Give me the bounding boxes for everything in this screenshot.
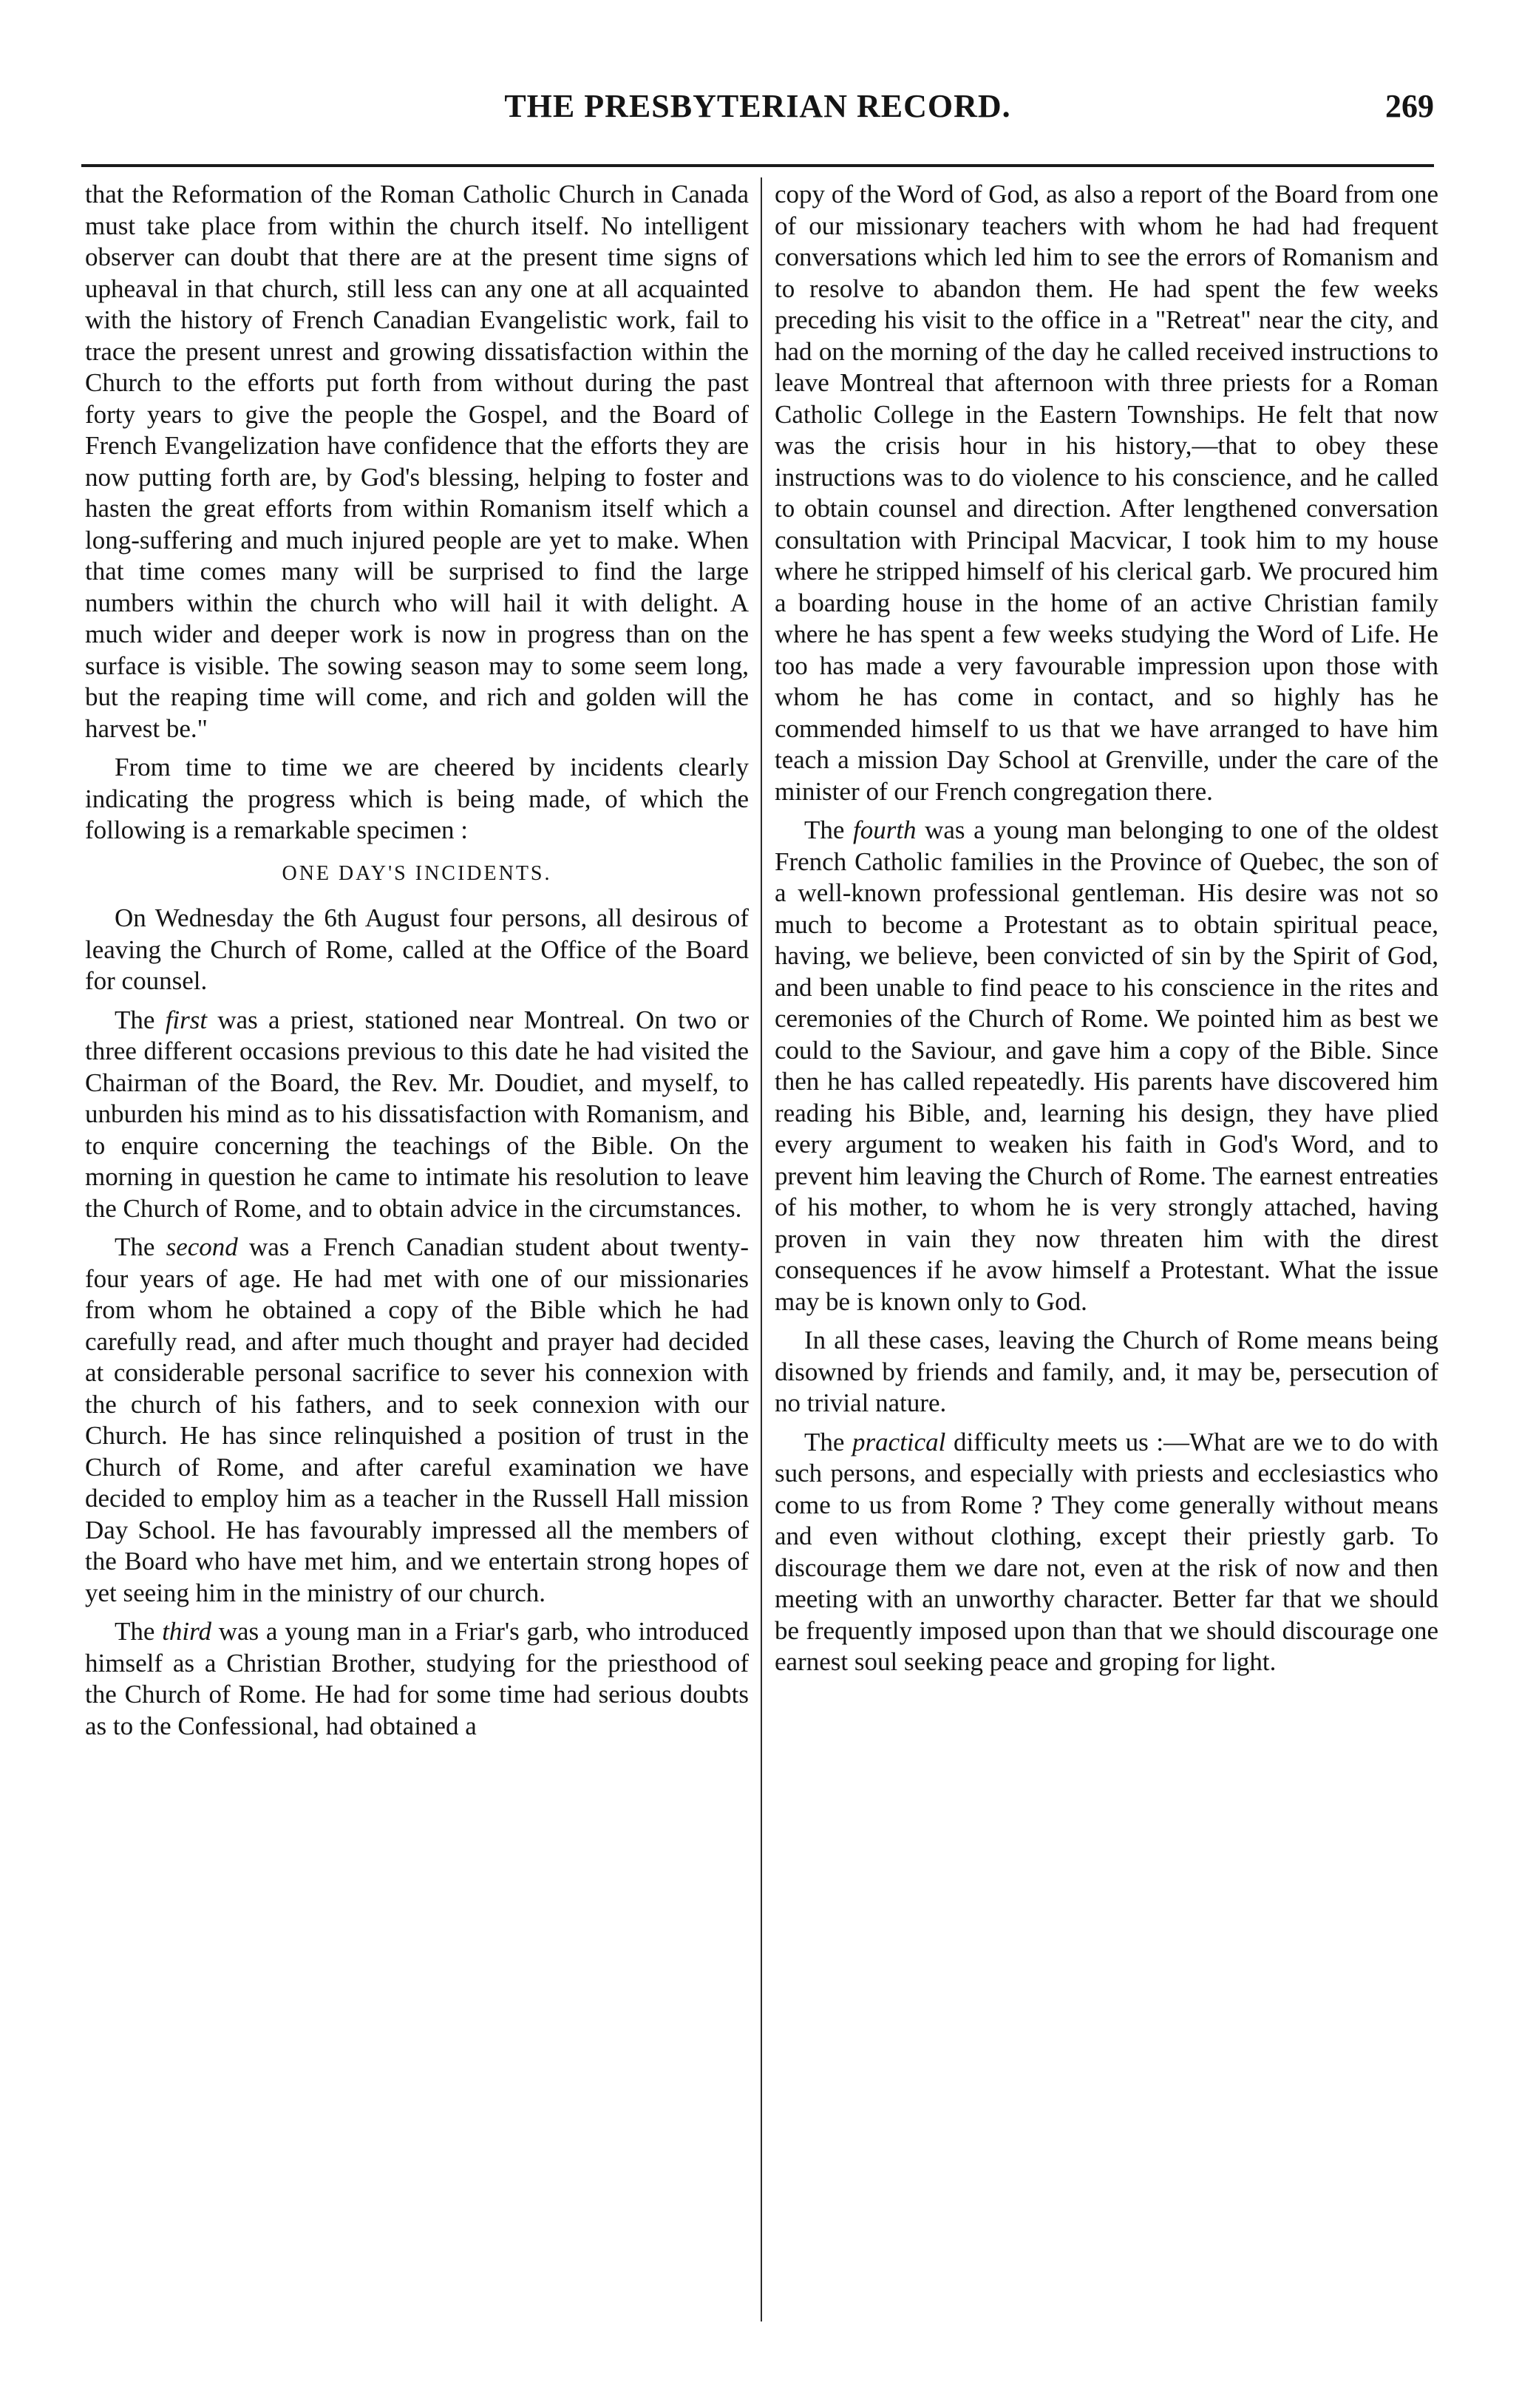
paragraph: On Wednesday the 6th August four persons, all desirous of leaving the Church of Rome, called at the Office of the Board for counsel. <box>85 903 749 995</box>
running-header <box>81 87 1434 146</box>
paragraph <box>775 815 1438 1317</box>
text-run: The <box>804 1427 853 1456</box>
left-column <box>85 179 749 2316</box>
text-run: The <box>115 1617 163 1646</box>
text-run: was a young man in a Friar's garb, who introduced himself as a Christian Brother, studying for the priesthood of the Church of Rome. He had for some time had serious doubts as to the Confessional, had obtained a <box>85 1617 749 1740</box>
journal-title: THE PRESBYTERIAN RECORD. <box>504 88 1011 124</box>
paragraph <box>85 1005 749 1225</box>
paragraph: From time to time we are cheered by incidents clearly indicating the progress which is being made, of which the following is a remarkable specimen : <box>85 753 749 844</box>
emphasis: fourth <box>852 815 917 844</box>
emphasis: third <box>162 1617 211 1646</box>
paragraph <box>85 1616 749 1742</box>
text-run: was a young man belonging to one of the oldest French Catholic families in the Province of Quebec, the son of a well-known professional gentleman. His desire was not so much to become a Protestant as to obtain spiritual peace, having, we believe, been convicted of sin by the Spirit of God, and been unable to find peace to his conscience in the rites and ceremonies of the Church of Rome. We pointed him as best we could to the Saviour, and gave him a copy of the Bible. Since then he has called repeatedly. His parents have discovered him reading his Bible, and, learning his design, they have plied every argument to weaken his faith in God's Word, and to prevent him leaving the Church of Rome. The earnest entreaties of his mother, to whom he is very strongly attached, having proven in vain they now threaten him with the direst consequences if he avow himself a Protestant. What the issue may be is known only to God. <box>775 815 1438 1316</box>
page-number: 269 <box>1385 88 1434 124</box>
paragraph: In all these cases, leaving the Church of Rome means being disowned by friends and family, and, it may be, persecution of no trivial nature. <box>775 1326 1438 1417</box>
paragraph <box>775 1427 1438 1678</box>
header-rule <box>81 164 1434 167</box>
text-run: The <box>115 1005 166 1034</box>
section-heading: ONE DAY'S INCIDENTS. <box>282 861 552 885</box>
right-column <box>775 179 1438 2316</box>
paragraph: that the Reformation of the Roman Catholic Church in Canada must take place from within the church itself. No intelligent observer can doubt that there are at the present time signs of upheaval in that church, still less can any one at all acquainted with the history of French Canadian Evangelistic work, fail to trace the present unrest and growing dissatisfaction within the Church to the efforts put forth from without during the past forty years to give the people the Gospel, and the Board of French Evangelization have confidence that the efforts they are now putting forth are, by God's blessing, helping to foster and hasten the great efforts from within Romanism itself which a long-suffering and much injured people are yet to make. When that time comes many will be surprised to find the large numbers within the church who will hail it with delight. A much wider and deeper work is now in progress than on the surface is visible. The sowing season may to some seem long, but the reaping time will come, and rich and golden will the harvest be." <box>85 180 749 743</box>
emphasis: practical <box>852 1427 946 1456</box>
text-run: was a French Canadian student about twenty-four years of age. He had met with one of our missionaries from whom he obtained a copy of the Bible which he had carefully read, and after much thought and prayer had decided at considerable personal sacrifice to sever his connexion with the church of his fathers, and to seek connexion with our Church. He has since relinquished a position of trust in the Church of Rome, and after careful examination we have decided to employ him as a teacher in the Russell Hall mission Day School. He has favourably impressed all the members of the Board who have met him, and we entertain strong hopes of yet seeing him in the ministry of our church. <box>85 1232 749 1607</box>
text-run: The <box>804 815 853 844</box>
text-run: was a priest, stationed near Montreal. On two or three different occasions previous to this date he had visited the Chairman of the Board, the Rev. Mr. Doudiet, and myself, to unburden his mind as to his dissatisfaction with Romanism, and to enquire concerning the teachings of the Bible. On the morning in question he came to intimate his resolution to leave the Church of Rome, and to obtain advice in the circumstances. <box>85 1005 749 1223</box>
text-run: The <box>115 1232 166 1261</box>
paragraph: copy of the Word of God, as also a report of the Board from one of our missionary teachers with whom he had had frequent conversations which led him to see the errors of Romanism and to resolve to abandon them. He had spent the few weeks preceding his visit to the office in a "Retreat" near the city, and had on the morning of the day he called received instructions to leave Montreal that afternoon with three priests for a Roman Catholic College in the Eastern Townships. He felt that now was the crisis hour in his history,—that to obey these instructions was to do violence to his conscience, and he called to obtain counsel and direction. After lengthened conversation consultation with Principal Macvicar, I took him to my house where he stripped himself of his clerical garb. We procured him a boarding house in the home of an active Christian family where he has spent a few weeks studying the Word of Life. He too has made a very favourable impression upon those with whom he has come in contact, and so highly has he commended himself to us that we have arranged to have him teach a mission Day School at Grenville, under the care of the minister of our French congregation there. <box>775 180 1438 806</box>
column-divider <box>761 177 762 2321</box>
emphasis: second <box>166 1232 238 1261</box>
text-run: difficulty meets us :—What are we to do with such persons, and especially with priests and ecclesiastics who come to us from Rome ? They come generally without means and even without clothing, except their priestly garb. To discourage them we dare not, even at the risk of now and then meeting with an unworthy character. Better far that we should be frequently imposed upon than that we should discourage one earnest soul seeking peace and groping for light. <box>775 1427 1438 1676</box>
paragraph <box>85 1232 749 1609</box>
emphasis: first <box>165 1005 208 1034</box>
